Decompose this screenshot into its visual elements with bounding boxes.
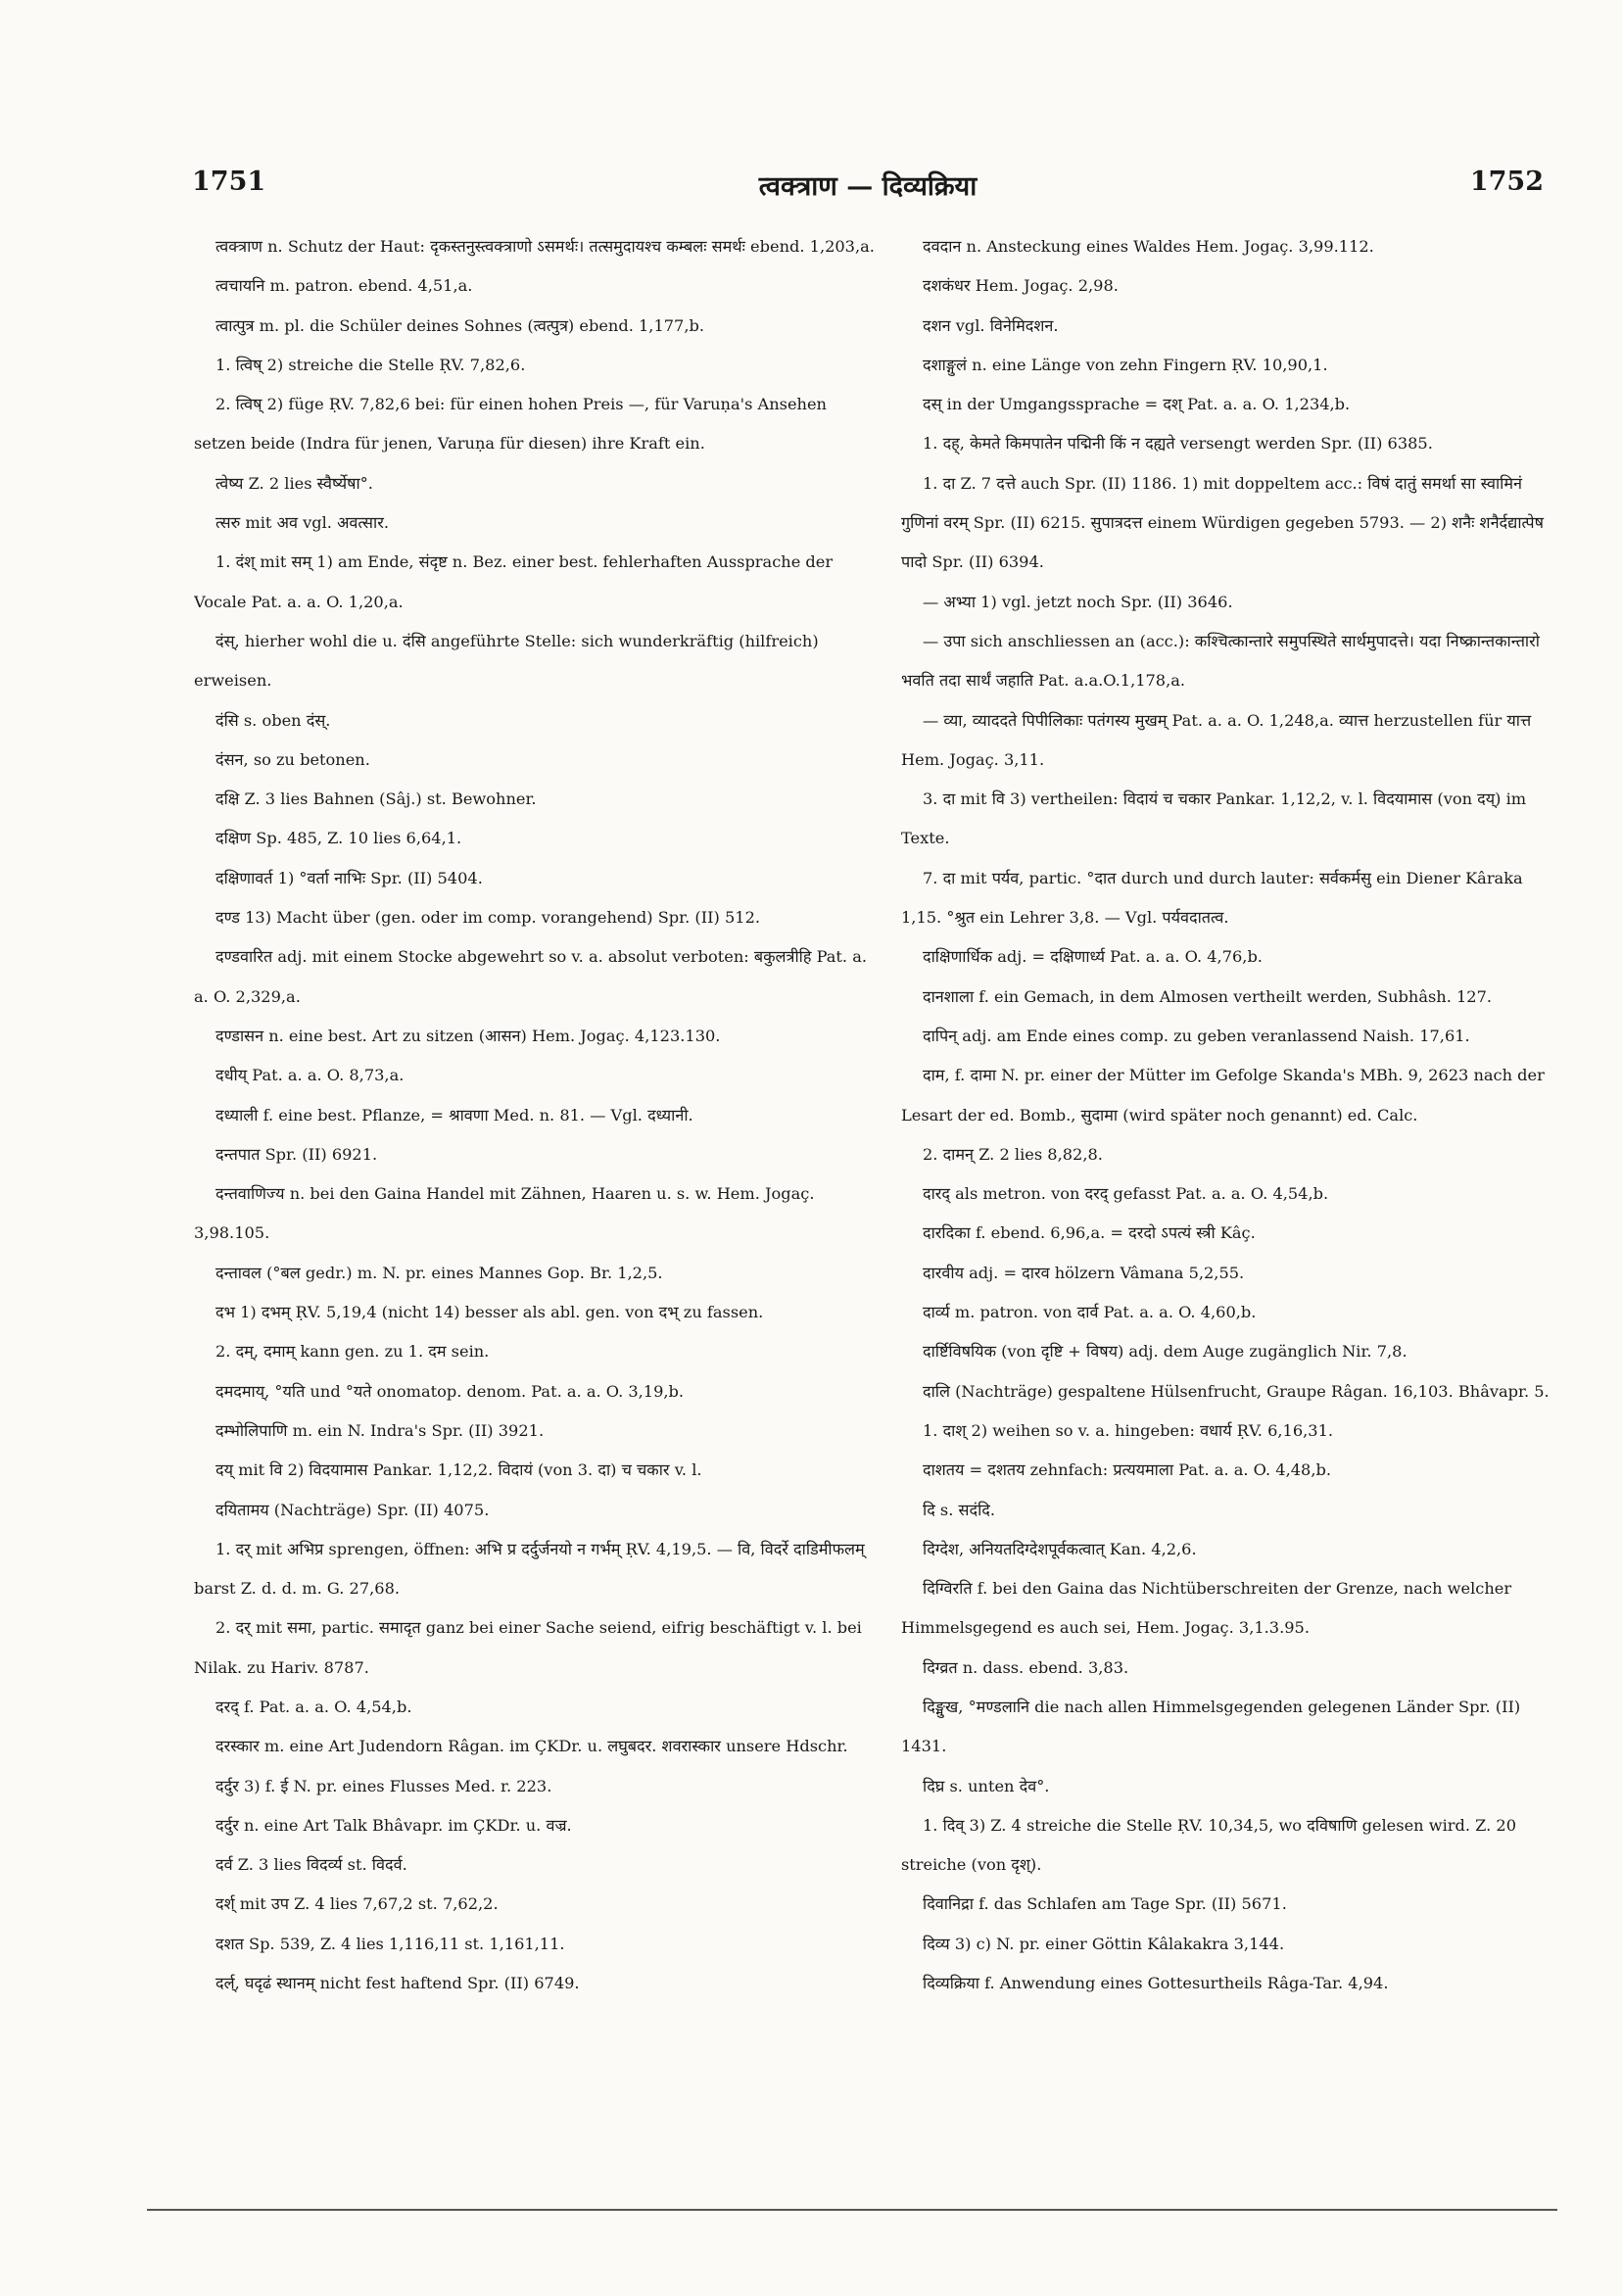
dictionary-entry: 3. दा mit वि 3) vertheilen: विदायं च चकार Pankar. 1,12,2, v. l. विदयामास (von दय्) im Texte.: [901, 789, 1527, 848]
dictionary-entry: दारवीय adj. = दारव hölzern Vâmana 5,2,55.: [923, 1263, 1245, 1282]
dictionary-entry: दारदिका f. ebend. 6,96,a. = दरदो ऽपत्यं स्त्री Kâç.: [923, 1223, 1256, 1243]
dictionary-entry: दिग्व्रत n. dass. ebend. 3,83.: [923, 1657, 1129, 1677]
dictionary-entry: दवदान n. Ansteckung eines Waldes Hem. Jogaç. 3,99.112.: [923, 237, 1374, 256]
dictionary-entry: दरद् f. Pat. a. a. O. 4,54,b.: [215, 1697, 412, 1716]
dictionary-entry: दारद् als metron. von दरद् gefasst Pat. a. a. O. 4,54,b.: [923, 1184, 1329, 1204]
dictionary-entry: दण्डवारित adj. mit einem Stocke abgewehrt so v. a. absolut verboten: बकुलत्रीहि Pat. a. a. O. 2,329,a.: [194, 947, 867, 1006]
dictionary-entry: 1. दाश् 2) weihen so v. a. hingeben: वधार्य ṚV. 6,16,31.: [923, 1420, 1334, 1440]
dictionary-entry: दालि (Nachträge) gespaltene Hülsenfrucht, Graupe Râgan. 16,103. Bhâvapr. 5.: [923, 1381, 1550, 1401]
dictionary-entry: दर्श् mit उप Z. 4 lies 7,67,2 st. 7,62,2.: [215, 1894, 499, 1914]
dictionary-entry: त्वक्त्राण n. Schutz der Haut: दृकस्तनुस्त्वक्त्राणो ऽसमर्थः। तत्समुदायश्च कम्बलः समर्थः ebend. 1,203,a.: [215, 237, 875, 256]
dictionary-entry: दण्ड 13) Macht über (gen. oder im comp. vorangehend) Spr. (II) 512.: [215, 908, 761, 928]
dictionary-entry: दशाङ्गुलं n. eine Länge von zehn Fingern ṚV. 10,90,1.: [923, 355, 1328, 374]
dictionary-entry: दक्षिण Sp. 485, Z. 10 lies 6,64,1.: [215, 829, 462, 848]
dictionary-entry: दिग्देश, अनियतदिग्देशपूर्वकत्वात् Kan. 4,2,6.: [923, 1539, 1197, 1558]
dictionary-entry: दानशाला f. ein Gemach, in dem Almosen vertheilt werden, Subhâsh. 127.: [923, 986, 1493, 1006]
dictionary-entry: दर्दुर n. eine Art Talk Bhâvapr. im ÇKDr. u. वज्र.: [215, 1815, 572, 1835]
dictionary-entry: दंसि s. oben दंस्.: [215, 710, 331, 730]
dictionary-entry: दर्व Z. 3 lies विदर्व्य st. विदर्व.: [215, 1855, 407, 1875]
dictionary-entry: — उपा sich anschliessen an (acc.): कश्चित्कान्तारे समुपस्थिते सार्थमुपादत्ते। यदा निष्क्रान्तकान्तारो भवति तदा सार्थं जहाति Pat. a.a.O.1,178,a.: [901, 631, 1540, 691]
dictionary-entry: दक्षिणावर्त 1) °वर्ता नाभिः Spr. (II) 5404.: [215, 868, 483, 887]
dictionary-entry: दिव्य 3) c) N. pr. einer Göttin Kâlakakra 3,144.: [923, 1934, 1285, 1953]
dictionary-entry: दशन vgl. विनेमिदशन.: [923, 315, 1059, 335]
dictionary-entry: दिङ्मुख, °मण्डलानि die nach allen Himmelsgegenden gelegenen Länder Spr. (II) 1431.: [901, 1697, 1521, 1756]
running-title: त्वक्त्राण — दिव्यक्रिया: [758, 171, 978, 202]
right-column: [901, 227, 1559, 2137]
left-column: [194, 227, 880, 2137]
dictionary-entry: दार्ष्टिविषयिक (von दृष्टि + विषय) adj. dem Auge zugänglich Nir. 7,8.: [923, 1342, 1407, 1362]
dictionary-entry: दापिन् adj. am Ende eines comp. zu geben veranlassend Naish. 17,61.: [923, 1026, 1470, 1045]
dictionary-entry: त्वात्पुत्र m. pl. die Schüler deines Sohnes (त्वत्पुत्र) ebend. 1,177,b.: [215, 315, 704, 335]
dictionary-entry: 1. दर् mit अभिप्र sprengen, öffnen: अभि प्र दर्दुर्जनयो न गर्भम् ṚV. 4,19,5. — वि, विदर्रे दाडिमीफलम् barst Z. d. d. m. G. 27,68.: [194, 1539, 865, 1599]
dictionary-entry: दि s. सदंदि.: [923, 1500, 996, 1519]
page-header: [192, 167, 1544, 206]
dictionary-entry: 2. त्विष् 2) füge ṚV. 7,82,6 bei: für einen hohen Preis —, für Varuṇa's Ansehen setzen beide (Indra für jenen, Varuṇa für diesen) ihre Kraft ein.: [194, 395, 827, 454]
dictionary-entry: दयितामय (Nachträge) Spr. (II) 4075.: [215, 1500, 490, 1519]
dictionary-entry: 1. दा Z. 7 दत्ते auch Spr. (II) 1186. 1) mit doppeltem acc.: विषं दातुं समर्था सा स्वामिनं गुणिनां वरम् Spr. (II) 6215. सुपात्रदत्त einem Würdigen gegeben 5793. — 2) शनैः शनैर्दद्यात्पेष पादो Spr. (II) 6394.: [901, 473, 1544, 572]
dictionary-entry: दाम, f. दामा N. pr. einer der Mütter im Gefolge Skanda's MBh. 9, 2623 nach der Lesart der ed. Bomb., सुदामा (wird später noch genannt) ed. Calc.: [901, 1066, 1545, 1124]
dictionary-entry: दंसन, so zu betonen.: [215, 749, 370, 769]
dictionary-entry: दन्तावल (°बल gedr.) m. N. pr. eines Mannes Gop. Br. 1,2,5.: [215, 1263, 663, 1282]
dictionary-entry: दमदमाय्, °यति und °यते onomatop. denom. Pat. a. a. O. 3,19,b.: [215, 1381, 685, 1401]
dictionary-entry: दशत Sp. 539, Z. 4 lies 1,116,11 st. 1,161,11.: [215, 1934, 565, 1953]
dictionary-entry: दंस्, hierher wohl die u. दंसि angeführte Stelle: sich wunderkräftig (hilfreich) erweisen.: [194, 631, 819, 691]
dictionary-entry: — अभ्या 1) vgl. jetzt noch Spr. (II) 3646.: [923, 592, 1233, 611]
dictionary-entry: दर्ल्, घदृढं स्थानम् nicht fest haftend Spr. (II) 6749.: [215, 1974, 580, 1993]
dictionary-entry: 2. दामन् Z. 2 lies 8,82,8.: [923, 1144, 1103, 1164]
dictionary-entry: दभ 1) दभम् ṚV. 5,19,4 (nicht 14) besser als abl. gen. von दभ् zu fassen.: [215, 1303, 764, 1322]
dictionary-entry: 7. दा mit पर्यव, partic. °दात durch und durch lauter: सर्वकर्मसु ein Diener Kâraka 1,15. °श्रुत ein Lehrer 3,8. — Vgl. पर्यवदातत्व.: [901, 868, 1523, 928]
dictionary-entry: दम्भोलिपाणि m. ein N. Indra's Spr. (II) 3921.: [215, 1420, 545, 1440]
page-number-right: 1752: [1469, 167, 1544, 197]
dictionary-entry: 2. दम्, दमाम् kann gen. zu 1. दम sein.: [215, 1342, 490, 1362]
dictionary-entry: 1. त्विष् 2) streiche die Stelle ṚV. 7,82,6.: [215, 355, 526, 374]
dictionary-entry: 1. दह्, केमते किमपातेन पद्मिनी किं न दह्यते versengt werden Spr. (II) 6385.: [923, 434, 1433, 454]
page-number-left: 1751: [192, 167, 266, 197]
dictionary-entry: 1. दंश् mit सम् 1) am Ende, संदृष्ट n. Bez. einer best. fehlerhaften Aussprache der Vocale Pat. a. a. O. 1,20,a.: [194, 552, 834, 611]
dictionary-entry: त्सरु mit अव vgl. अवत्सार.: [215, 513, 389, 533]
dictionary-entry: दण्डासन n. eine best. Art zu sitzen (आसन) Hem. Jogaç. 4,123.130.: [215, 1026, 721, 1045]
dictionary-entry: दन्तवाणिज्य n. bei den Gaina Handel mit Zähnen, Haaren u. s. w. Hem. Jogaç. 3,98.105.: [194, 1184, 815, 1243]
dictionary-entry: दन्तपात Spr. (II) 6921.: [215, 1144, 378, 1164]
bottom-rule: [147, 2209, 1557, 2211]
dictionary-entry: दिवानिद्रा f. das Schlafen am Tage Spr. (II) 5671.: [923, 1894, 1287, 1914]
dictionary-entry: दक्षि Z. 3 lies Bahnen (Sâj.) st. Bewohner.: [215, 789, 537, 809]
dictionary-entry: दर्दुर 3) f. ई N. pr. eines Flusses Med. r. 223.: [215, 1776, 552, 1795]
dictionary-entry: दशकंधर Hem. Jogaç. 2,98.: [923, 276, 1119, 296]
dictionary-entry: दिघ्र s. unten देव°.: [923, 1776, 1050, 1795]
dictionary-entry: दाशतय = दशतय zehnfach: प्रत्ययमाला Pat. a. a. O. 4,48,b.: [923, 1460, 1331, 1480]
dictionary-entry: दध्याली f. eine best. Pflanze, = श्रावणा Med. n. 81. — Vgl. दध्यानी.: [215, 1105, 693, 1124]
dictionary-entry: त्वचायनि m. patron. ebend. 4,51,a.: [215, 276, 473, 296]
dictionary-entry: दरस्कार m. eine Art Judendorn Râgan. im ÇKDr. u. लघुबदर. शवरास्कार unsere Hdschr.: [215, 1737, 848, 1756]
dictionary-entry: दधीय् Pat. a. a. O. 8,73,a.: [215, 1066, 405, 1085]
dictionary-entry: 1. दिव् 3) Z. 4 streiche die Stelle ṚV. 10,34,5, wo दविषाणि gelesen wird. Z. 20 streiche (von दृश्).: [901, 1815, 1516, 1875]
dictionary-entry: दिव्यक्रिया f. Anwendung eines Gottesurtheils Râga-Tar. 4,94.: [923, 1974, 1389, 1993]
dictionary-entry: 2. दर् mit समा, partic. समादृत ganz bei einer Sache seiend, eifrig beschäftigt v. l. bei Nilak. zu Hariv. 8787.: [194, 1618, 862, 1677]
dictionary-entry: दार्व्य m. patron. von दार्व Pat. a. a. O. 4,60,b.: [923, 1303, 1257, 1322]
dictionary-entry: दाक्षिणार्धिक adj. = दक्षिणार्ध्य Pat. a. a. O. 4,76,b.: [923, 947, 1263, 967]
dictionary-entry: त्वेष्य Z. 2 lies स्वैर्ष्येषा°.: [215, 473, 373, 493]
dictionary-entry: — व्या, व्याददते पिपीलिकाः पतंगस्य मुखम् Pat. a. a. O. 1,248,a. व्यात्त herzustellen für यात्त Hem. Jogaç. 3,11.: [901, 710, 1532, 769]
dictionary-entry: दिग्विरति f. bei den Gaina das Nichtüberschreiten der Grenze, nach welcher Himmelsgegend es auch sei, Hem. Jogaç. 3,1.3.95.: [901, 1579, 1512, 1638]
dictionary-entry: दस् in der Umgangssprache = दश् Pat. a. a. O. 1,234,b.: [923, 395, 1351, 414]
dictionary-entry: दय् mit वि 2) विदयामास Pankar. 1,12,2. विदायं (von 3. दा) च चकार v. l.: [215, 1460, 702, 1480]
